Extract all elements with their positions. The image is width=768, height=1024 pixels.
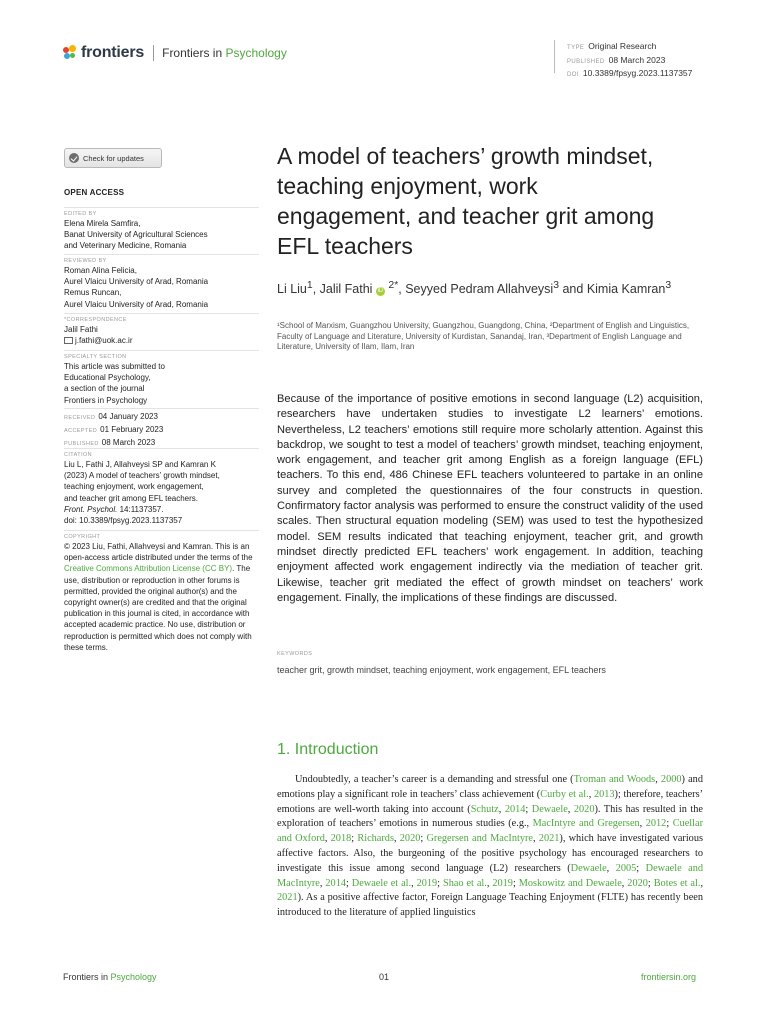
copyright-section: COPYRIGHT © 2023 Liu, Fathi, Allahveysi and Kamran. This is an open-access article distributed under the terms of the Creative Commons Attribution License (CC BY). The use, distribution or reproduction in other forums is permitted, provided the original author(s) and the copyright owner(s) are credited and that the original publication in this journal is cited, in accordance with accepted academic practice. No use, distribution or reproduction is permitted which does not comply with these terms. (64, 530, 259, 653)
author[interactable]: Seyyed Pedram Allahveysi$^3$ (405, 280, 559, 297)
citation-link[interactable]: 2013 (593, 788, 615, 800)
intro-text: , (639, 818, 646, 830)
footer-journal[interactable]: Frontiers in Psychology (63, 972, 157, 982)
meta-published: PUBLISHED 08 March 2023 (567, 54, 666, 65)
intro-text: , (655, 774, 661, 785)
intro-text: , (700, 877, 704, 889)
intro-text: ; (420, 833, 427, 845)
abstract: Because of the importance of positive emotions in second language (L2) acquisition, researchers have undertaken studies to investigate L2 learners’ emotions. Nevertheless, L2 teachers’ emotions still require more scholarly attention. Against this backdrop, we sought to test a model of teachers’ growth mindset, teaching enjoyment, work engagement, and teacher grit among English as a foreign language (EFL) teachers. To this end, 486 Chinese EFL teachers volunteered to partake in an online survey and completed the questionnaires of the four constructs in question. Confirmatory factor analysis was performed to ensure the construct validity of the used scales. Then structural equation modeling (SEM) was used to test the hypothesized model. SEM results indicated that teaching enjoyment, teacher grit, and growth mindset directly predicted EFL teachers’ work engagement. In addition, teaching enjoyment affected work engagement indirectly via the mediation of teacher grit. Likewise, teacher grit mediated the effect of growth mindset on teachers’ work engagement. Finally, the implications of these findings are discussed. (277, 393, 703, 604)
citation-link[interactable]: 2018 (330, 833, 352, 845)
citation-link[interactable]: Schutz (470, 803, 499, 815)
citation-link[interactable]: 2021 (277, 892, 298, 904)
section-heading-introduction: 1. Introduction (277, 741, 379, 758)
footer-site-link[interactable]: frontiersin.org (641, 972, 697, 982)
citation-link[interactable]: Dewaele et al. (351, 877, 412, 889)
citation-link[interactable]: Dewaele (570, 862, 607, 874)
check-for-updates-button[interactable]: Check for updates (64, 148, 162, 168)
journal-name[interactable]: Frontiers in Psychology (162, 46, 287, 60)
intro-text: ) and emotions play a significant role in teachers’ class achievement ( (277, 774, 703, 800)
citation-link[interactable]: 2005 (615, 862, 637, 874)
introduction-paragraph (277, 773, 703, 921)
specialty-section: SPECIALTY SECTION This article was submitted to Educational Psychology, a section of the journal Frontiers in Psychology (64, 350, 259, 406)
intro-text: Undoubtedly, a teacher’s career is a demanding and stressful one ( (295, 774, 574, 785)
citation-link[interactable]: 2014 (504, 803, 526, 815)
intro-text: , (486, 877, 493, 889)
citation-link[interactable]: 2020 (573, 803, 595, 815)
citation-link[interactable]: Botes et al. (653, 877, 701, 889)
intro-text: ; (525, 803, 532, 815)
intro-text: , (324, 833, 331, 845)
meta-divider (554, 40, 555, 73)
page-number: 01 (379, 972, 390, 982)
intro-text: , (621, 877, 628, 889)
affiliations: ¹School of Marxism, Guangzhou University, Guangzhou, Guangdong, China, ²Department of English and Linguistics, Faculty of Language and Literature, University of Kurdistan, Sanandaj, Iran, ³Department of English Language and Literature, University of Ilam, Ilam, Iran (277, 321, 690, 351)
meta-doi: DOI 10.3389/fpsyg.2023.1137357 (567, 68, 693, 78)
author[interactable]: Kimia Kamran$^3$ (586, 280, 672, 297)
citation-link[interactable]: 2019 (492, 877, 513, 889)
intro-text: , (411, 877, 417, 889)
author-list: Li Liu$^1$, Jalil Fathi iD $^{2*}$, Seyyed Pedram Allahveysi$^3$ and Kimia Kamran$^3$ (277, 280, 672, 297)
intro-text: , (588, 788, 594, 800)
reviewed-by-section: REVIEWED BY Roman Alina Felicia, Aurel Vlaicu University of Arad, Romania Remus Runcan, Aurel Vlaicu University of Arad, Romania (64, 254, 259, 310)
edited-by-section: EDITED BY Elena Mirela Samfira, Banat University of Agricultural Sciences and Veterinary Medicine, Romania (64, 207, 259, 252)
frontiers-logo-icon (63, 45, 77, 61)
intro-text: , (532, 833, 539, 845)
intro-text: ; (345, 877, 352, 889)
logo-wordmark: frontiers (81, 44, 145, 61)
meta-type: TYPE Original Research (567, 41, 657, 51)
intro-text: ). This has resulted in the exploration of teachers’ emotions in numerous studies (e.g., (277, 803, 703, 830)
keywords-label: KEYWORDS (277, 651, 313, 657)
citation-section: CITATION Liu L, Fathi J, Allahveysi SP and Kamran K (2023) A model of teachers’ growth mindset, teaching enjoyment, work engagement, and teacher grit among EFL teachers. Front. Psychol. 14:1137357. doi: 10.3389/fpsyg.2023.1137357 (64, 448, 259, 526)
article-title: A model of teachers’ growth mindset, teaching enjoyment, work engagement, and teacher grit among EFL teachers (277, 143, 655, 259)
intro-text: ; (437, 877, 443, 889)
citation-link[interactable]: Shao et al. (442, 877, 487, 889)
publisher-logo[interactable] (63, 42, 287, 64)
intro-text: , (606, 862, 616, 874)
intro-text: ). As a positive affective factor, Foreign Language Teaching Enjoyment (FLTE) has recently been introduced to the literature of applied linguistics (277, 892, 703, 919)
citation-link[interactable]: Richards (357, 833, 394, 845)
intro-text: , (567, 803, 574, 815)
citation-link[interactable]: 2021 (538, 833, 560, 845)
email-icon (64, 337, 73, 344)
citation-link[interactable]: Curby et al. (540, 788, 589, 800)
author[interactable]: Jalil Fathi iD $^{2*}$ (319, 280, 399, 297)
citation-link[interactable]: 2020 (627, 877, 648, 889)
citation-link[interactable]: 2014 (325, 877, 346, 889)
author[interactable]: Li Liu$^1$ (277, 280, 313, 297)
citation-link[interactable]: 2020 (399, 833, 421, 845)
citation-link[interactable]: 2019 (416, 877, 438, 889)
intro-text: ; (666, 818, 673, 830)
citation-link[interactable]: Moskowitz and Dewaele (518, 877, 622, 889)
open-access-label: OPEN ACCESS (64, 188, 125, 197)
intro-text: ; (512, 877, 519, 889)
intro-text: ), which have investigated various affective factors. Also, the burgeoning of the positive psychology has encouraged researchers to investigate this issue among second language (L2) researchers ( (277, 833, 703, 874)
intro-text: ; (647, 877, 654, 889)
citation-link[interactable]: Cuellar and Oxford (277, 818, 703, 845)
correspondence-email[interactable]: j.fathi@uok.ac.ir (64, 335, 259, 346)
intro-text: , (498, 803, 505, 815)
intro-text: , (393, 833, 400, 845)
check-icon (69, 153, 79, 163)
intro-text: ; (351, 833, 358, 845)
correspondence-section: *CORRESPONDENCE Jalil Fathi j.fathi@uok.ac.ir (64, 313, 259, 346)
intro-text: ; (636, 862, 646, 874)
citation-link[interactable]: Dewaele and MacIntyre (277, 862, 703, 889)
citation-link[interactable]: 2000 (660, 774, 682, 785)
orcid-icon[interactable]: iD (377, 288, 384, 295)
citation-link[interactable]: MacIntyre and Gregersen (532, 818, 640, 830)
citation-link[interactable]: 2012 (645, 818, 667, 830)
intro-text: ); therefore, teachers’ emotions are well-worth taking into account ( (277, 788, 703, 815)
citation-link[interactable]: Gregersen and MacIntyre (426, 833, 533, 845)
intro-text: , (319, 877, 326, 889)
article-meta (567, 41, 692, 82)
citation-link[interactable]: Dewaele (531, 803, 568, 815)
logo-divider (153, 45, 154, 61)
dates-section: RECEIVED 04 January 2023 ACCEPTED 01 February 2023 PUBLISHED 08 March 2023 (64, 408, 259, 451)
citation-link[interactable]: Troman and Woods (573, 774, 656, 785)
keywords: teacher grit, growth mindset, teaching enjoyment, work engagement, EFL teachers (277, 665, 606, 675)
cc-license-link[interactable]: Creative Commons Attribution License (CC BY) (64, 564, 233, 574)
